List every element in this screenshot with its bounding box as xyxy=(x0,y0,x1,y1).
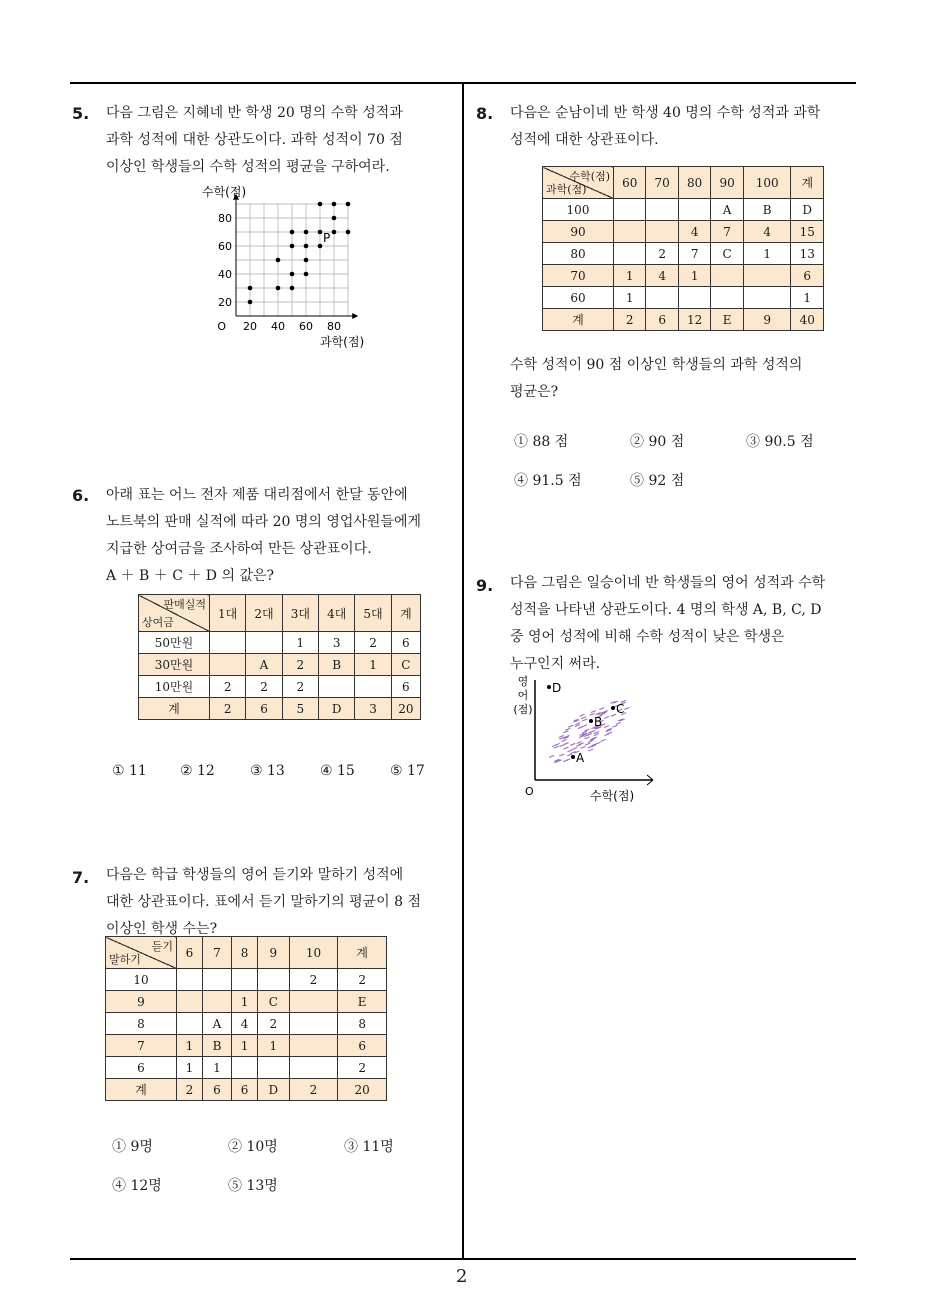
cloud-dash xyxy=(585,743,590,745)
cloud-dash xyxy=(588,731,593,733)
cloud-dash xyxy=(563,747,568,749)
x-axis-arrow xyxy=(352,313,358,319)
q5-number: 5. xyxy=(72,104,90,123)
cloud-dash xyxy=(570,743,575,745)
table-corner-cell xyxy=(106,937,177,969)
q6-line: 노트북의 판매 실적에 따라 20 명의 영업사원들에게 xyxy=(106,514,421,530)
table-cell: 2 xyxy=(282,676,318,698)
q5-text xyxy=(106,100,403,181)
table-cell xyxy=(289,1013,338,1035)
q8-number: 8. xyxy=(476,104,494,123)
cloud-dash xyxy=(567,754,572,756)
table-row-label: 6 xyxy=(106,1057,177,1079)
q7-option[interactable]: ⑤ 13명 xyxy=(228,1178,278,1194)
table-cell: 2 xyxy=(355,632,391,654)
q8-question xyxy=(510,352,802,406)
table-row-label: 계 xyxy=(106,1079,177,1101)
table-cell: C xyxy=(711,243,743,265)
table-row xyxy=(139,698,421,720)
data-point xyxy=(304,244,309,249)
data-point xyxy=(304,258,309,263)
q8-question-line: 평균은? xyxy=(510,384,559,400)
table-cell: 12 xyxy=(678,309,710,331)
table-row xyxy=(543,199,824,221)
table-cell xyxy=(319,676,355,698)
q8-option[interactable]: ③ 90.5 점 xyxy=(746,434,814,450)
table-cell: 4 xyxy=(646,265,678,287)
cloud-dash xyxy=(604,716,609,718)
q9-line: 누구인지 써라. xyxy=(510,656,601,672)
table-cell: 6 xyxy=(202,1079,231,1101)
data-point xyxy=(304,230,309,235)
table-cell: 4 xyxy=(678,221,710,243)
table-cell: 1 xyxy=(232,1035,258,1057)
cloud-dash xyxy=(595,742,600,744)
cloud-dash xyxy=(564,743,569,745)
q9-line: 중 영어 성적에 비해 수학 성적이 낮은 학생은 xyxy=(510,629,785,645)
table-header-cell: 1대 xyxy=(210,595,246,632)
table-cell: 20 xyxy=(338,1079,387,1101)
table-cell xyxy=(711,287,743,309)
table-header-cell: 8 xyxy=(232,937,258,969)
q7-line: 다음은 학급 학생들의 영어 듣기와 말하기 성적에 xyxy=(106,867,404,883)
table-cell: 8 xyxy=(338,1013,387,1035)
q8-option[interactable]: ② 90 점 xyxy=(630,434,685,450)
table-cell xyxy=(257,1057,289,1079)
cloud-dash xyxy=(594,734,599,736)
table-cell xyxy=(614,221,646,243)
y-tick-label: 60 xyxy=(218,240,232,253)
table-cell: 2 xyxy=(257,1013,289,1035)
cloud-dash xyxy=(577,741,582,743)
table-cell: 2 xyxy=(646,243,678,265)
point-label: C xyxy=(616,702,625,716)
cloud-dash xyxy=(612,725,617,727)
table-cell xyxy=(232,1057,258,1079)
table-row-label: 계 xyxy=(543,309,614,331)
corner-top-label: 듣기 xyxy=(151,940,173,953)
table-row-label: 7 xyxy=(106,1035,177,1057)
table-cell: 1 xyxy=(282,632,318,654)
q5-line: 이상인 학생들의 수학 성적의 평균을 구하여라. xyxy=(106,159,390,175)
table-cell xyxy=(210,654,246,676)
table-cell: 5 xyxy=(282,698,318,720)
cloud-dash xyxy=(559,737,564,739)
table-cell: 1 xyxy=(177,1035,203,1057)
table-cell: 6 xyxy=(391,676,420,698)
y-axis-label: (점) xyxy=(513,703,533,716)
table-cell: B xyxy=(319,654,355,676)
q5-line: 과학 성적에 대한 상관도이다. 과학 성적이 70 점 xyxy=(106,132,403,148)
point-label: A xyxy=(576,751,585,765)
table-header-cell: 80 xyxy=(678,167,710,199)
x-tick-label: 40 xyxy=(271,320,285,333)
table-cell: 6 xyxy=(246,698,282,720)
table-cell xyxy=(202,991,231,1013)
data-point xyxy=(248,300,253,305)
cloud-dash xyxy=(599,708,604,710)
table-cell xyxy=(355,676,391,698)
q5-line: 다음 그림은 지혜네 반 학생 20 명의 수학 성적과 xyxy=(106,105,403,121)
data-point xyxy=(332,230,337,235)
table-header-cell: 9 xyxy=(257,937,289,969)
table-cell: 2 xyxy=(614,309,646,331)
table-row-label: 10 xyxy=(106,969,177,991)
table-cell: 1 xyxy=(202,1057,231,1079)
data-point xyxy=(248,286,253,291)
q7-option[interactable]: ④ 12명 xyxy=(112,1178,162,1194)
table-cell xyxy=(678,199,710,221)
cloud-dash xyxy=(578,727,583,729)
y-axis-label: 영 xyxy=(517,675,529,688)
q6-option[interactable]: ④ 15 xyxy=(320,763,355,779)
table-cell: 6 xyxy=(646,309,678,331)
cloud-dash xyxy=(591,711,596,713)
cloud-dash xyxy=(616,722,621,724)
q8-table xyxy=(542,166,824,331)
table-cell xyxy=(743,287,791,309)
q7-table xyxy=(105,936,387,1101)
table-cell: A xyxy=(202,1013,231,1035)
y-tick-label: 20 xyxy=(218,296,232,309)
table-row-label: 계 xyxy=(139,698,210,720)
cloud-dash xyxy=(561,740,566,742)
table-cell: 3 xyxy=(319,632,355,654)
q7-option[interactable]: ② 10명 xyxy=(228,1139,278,1155)
table-cell: B xyxy=(202,1035,231,1057)
bottom-rule xyxy=(70,1258,856,1260)
table-corner-cell xyxy=(543,167,614,199)
table-cell xyxy=(289,1057,338,1079)
cloud-dash xyxy=(585,737,590,739)
q8-text xyxy=(510,100,820,154)
origin-label: O xyxy=(525,785,534,798)
q8-option[interactable]: ⑤ 92 점 xyxy=(630,473,685,489)
table-cell: C xyxy=(391,654,420,676)
q6-option[interactable]: ① 11 xyxy=(112,763,147,779)
table-cell xyxy=(289,1035,338,1057)
table-cell: 2 xyxy=(246,676,282,698)
table-row-label: 100 xyxy=(543,199,614,221)
q6-table xyxy=(138,594,421,720)
q7-line: 대한 상관표이다. 표에서 듣기 말하기의 평균이 8 점 xyxy=(106,894,421,910)
table-header-row xyxy=(106,937,387,969)
table-cell: 6 xyxy=(391,632,420,654)
q6-line: A ＋ B ＋ C ＋ D 의 값은? xyxy=(106,568,275,584)
cloud-dash xyxy=(581,717,586,719)
cloud-dash xyxy=(559,754,564,756)
point-label: D xyxy=(552,681,562,695)
cloud-dash xyxy=(585,729,590,731)
table-header-cell: 4대 xyxy=(319,595,355,632)
q7-option[interactable]: ③ 11명 xyxy=(344,1139,394,1155)
data-point xyxy=(318,244,323,249)
cloud-dash xyxy=(549,755,554,757)
corner-top-label: 수학(점) xyxy=(569,170,610,183)
table-cell: 1 xyxy=(614,265,646,287)
table-cell xyxy=(711,265,743,287)
table-cell: 1 xyxy=(177,1057,203,1079)
x-axis-label: 수학(점) xyxy=(590,789,635,803)
point-dot xyxy=(611,706,615,710)
cloud-dash xyxy=(554,746,559,748)
table-row xyxy=(106,1079,387,1101)
table-header-cell: 계 xyxy=(791,167,824,199)
table-row xyxy=(106,1035,387,1057)
table-header-cell: 7 xyxy=(202,937,231,969)
table-cell: 2 xyxy=(289,1079,338,1101)
cloud-dash xyxy=(607,732,612,734)
table-row-label: 10만원 xyxy=(139,676,210,698)
corner-bottom-label: 과학(점) xyxy=(546,183,587,196)
table-cell xyxy=(614,243,646,265)
table-header-cell: 6 xyxy=(177,937,203,969)
table-cell: 1 xyxy=(678,265,710,287)
q5-scatter-plot xyxy=(200,182,380,352)
table-row-label: 8 xyxy=(106,1013,177,1035)
corner-bottom-label: 상여금 xyxy=(142,616,174,629)
table-row xyxy=(543,221,824,243)
data-point xyxy=(290,286,295,291)
table-cell: 2 xyxy=(338,969,387,991)
table-cell xyxy=(210,632,246,654)
cloud-dash xyxy=(563,731,568,733)
table-cell: 4 xyxy=(232,1013,258,1035)
table-header-cell: 2대 xyxy=(246,595,282,632)
y-axis-label: 수학(점) xyxy=(202,185,247,199)
table-cell xyxy=(743,265,791,287)
q6-number: 6. xyxy=(72,486,90,505)
table-row xyxy=(106,969,387,991)
table-cell: 1 xyxy=(355,654,391,676)
table-corner-cell xyxy=(139,595,210,632)
table-cell: 9 xyxy=(743,309,791,331)
table-cell xyxy=(289,991,338,1013)
cloud-dash xyxy=(587,734,592,736)
q6-line: 지급한 상여금을 조사하여 만든 상관표이다. xyxy=(106,541,372,557)
table-cell: 7 xyxy=(711,221,743,243)
data-point xyxy=(346,230,351,235)
table-cell: D xyxy=(257,1079,289,1101)
q6-text xyxy=(106,482,421,590)
table-cell xyxy=(177,991,203,1013)
table-cell: 2 xyxy=(210,676,246,698)
x-axis-label: 과학(점) xyxy=(320,335,365,349)
table-cell xyxy=(257,969,289,991)
cloud-dash xyxy=(624,708,629,710)
table-cell: 2 xyxy=(282,654,318,676)
table-cell: 6 xyxy=(791,265,824,287)
q9-line: 성적을 나타낸 상관도이다. 4 명의 학생 A, B, C, D xyxy=(510,602,822,618)
table-row xyxy=(543,309,824,331)
table-cell: 1 xyxy=(614,287,646,309)
table-cell: 6 xyxy=(232,1079,258,1101)
q8-option[interactable]: ① 88 점 xyxy=(514,434,569,450)
table-cell: 7 xyxy=(678,243,710,265)
table-cell: 6 xyxy=(338,1035,387,1057)
table-cell: E xyxy=(711,309,743,331)
table-row xyxy=(139,676,421,698)
q8-option[interactable]: ④ 91.5 점 xyxy=(514,473,582,489)
table-cell: C xyxy=(257,991,289,1013)
q7-option[interactable]: ① 9명 xyxy=(112,1139,153,1155)
q8-line: 성적에 대한 상관표이다. xyxy=(510,132,659,148)
table-row-label: 70 xyxy=(543,265,614,287)
table-cell: A xyxy=(246,654,282,676)
table-row-label: 60 xyxy=(543,287,614,309)
y-tick-label: 80 xyxy=(218,212,232,225)
table-row-label: 80 xyxy=(543,243,614,265)
table-row xyxy=(543,265,824,287)
table-cell xyxy=(646,199,678,221)
cloud-dash xyxy=(604,726,609,728)
table-cell: E xyxy=(338,991,387,1013)
point-label: B xyxy=(594,715,603,729)
cloud-dash xyxy=(601,739,606,741)
data-point xyxy=(318,230,323,235)
table-cell xyxy=(177,1013,203,1035)
q7-line: 이상인 학생 수는? xyxy=(106,921,218,937)
cloud-dash xyxy=(582,731,587,733)
table-cell: 1 xyxy=(791,287,824,309)
data-point xyxy=(276,286,281,291)
column-divider xyxy=(462,83,464,1259)
table-header-cell: 계 xyxy=(338,937,387,969)
data-point xyxy=(332,216,337,221)
q9-number: 9. xyxy=(476,576,494,595)
table-cell xyxy=(246,632,282,654)
q6-option[interactable]: ⑤ 17 xyxy=(390,763,425,779)
table-cell: 4 xyxy=(743,221,791,243)
point-dot xyxy=(547,685,551,689)
table-header-cell: 10 xyxy=(289,937,338,969)
y-tick-label: 40 xyxy=(218,268,232,281)
table-row-label: 30만원 xyxy=(139,654,210,676)
data-point xyxy=(290,272,295,277)
q9-scatter-diagram xyxy=(505,675,675,805)
table-header-row xyxy=(139,595,421,632)
table-cell xyxy=(232,969,258,991)
table-cell xyxy=(678,287,710,309)
table-cell xyxy=(646,287,678,309)
table-cell: 2 xyxy=(210,698,246,720)
cloud-dash xyxy=(580,714,585,716)
table-cell: 1 xyxy=(232,991,258,1013)
q6-line: 아래 표는 어느 전자 제품 대리점에서 한달 동안에 xyxy=(106,487,408,503)
table-header-cell: 계 xyxy=(391,595,420,632)
data-point xyxy=(290,244,295,249)
cloud-dash xyxy=(572,748,577,750)
table-cell: 2 xyxy=(338,1057,387,1079)
data-point xyxy=(332,202,337,207)
point-dot xyxy=(571,755,575,759)
cloud-dash xyxy=(594,732,599,734)
cloud-dash xyxy=(565,728,570,730)
q8-line: 다음은 순남이네 반 학생 40 명의 수학 성적과 과학 xyxy=(510,105,821,121)
table-cell: 2 xyxy=(177,1079,203,1101)
table-header-cell: 100 xyxy=(743,167,791,199)
cloud-dash xyxy=(582,725,587,727)
table-cell: D xyxy=(791,199,824,221)
table-cell: A xyxy=(711,199,743,221)
table-cell: 40 xyxy=(791,309,824,331)
corner-bottom-label: 말하기 xyxy=(109,953,141,966)
table-cell xyxy=(614,199,646,221)
data-point xyxy=(318,202,323,207)
q7-number: 7. xyxy=(72,868,90,887)
table-row xyxy=(139,632,421,654)
q8-question-line: 수학 성적이 90 점 이상인 학생들의 과학 성적의 xyxy=(510,357,803,373)
table-cell: B xyxy=(743,199,791,221)
table-row xyxy=(106,1057,387,1079)
x-tick-label: 80 xyxy=(327,320,341,333)
q7-text xyxy=(106,862,421,943)
table-cell: D xyxy=(319,698,355,720)
table-header-cell: 90 xyxy=(711,167,743,199)
point-p-label: P xyxy=(323,231,331,245)
table-row xyxy=(106,1013,387,1035)
table-row-label: 90 xyxy=(543,221,614,243)
x-tick-label: 20 xyxy=(243,320,257,333)
table-header-cell: 3대 xyxy=(282,595,318,632)
data-point xyxy=(276,258,281,263)
point-dot xyxy=(589,719,593,723)
q9-line: 다음 그림은 일승이네 반 학생들의 영어 성적과 수학 xyxy=(510,575,826,591)
page-number: 2 xyxy=(456,1266,468,1287)
table-cell: 2 xyxy=(289,969,338,991)
cloud-dash xyxy=(565,759,570,761)
table-cell: 13 xyxy=(791,243,824,265)
table-row xyxy=(543,287,824,309)
table-row xyxy=(139,654,421,676)
table-cell xyxy=(646,221,678,243)
table-cell: 15 xyxy=(791,221,824,243)
x-tick-label: 60 xyxy=(299,320,313,333)
cloud-dash xyxy=(582,719,587,721)
cloud-dash xyxy=(559,735,564,737)
q9-text xyxy=(510,570,825,678)
table-cell xyxy=(177,969,203,991)
cloud-dash xyxy=(567,750,572,752)
table-cell xyxy=(202,969,231,991)
table-cell: 1 xyxy=(743,243,791,265)
q6-option[interactable]: ② 12 xyxy=(180,763,215,779)
origin-label: O xyxy=(217,320,226,333)
corner-top-label: 판매실적 xyxy=(163,598,206,611)
cloud-dash xyxy=(605,734,610,736)
y-axis-label: 어 xyxy=(517,689,529,702)
table-header-row xyxy=(543,167,824,199)
data-point xyxy=(346,202,351,207)
table-header-cell: 60 xyxy=(614,167,646,199)
table-cell: 1 xyxy=(257,1035,289,1057)
table-cell: 3 xyxy=(355,698,391,720)
table-row-label: 50만원 xyxy=(139,632,210,654)
cloud-dash xyxy=(581,746,586,748)
data-point xyxy=(290,230,295,235)
table-row xyxy=(106,991,387,1013)
table-header-cell: 70 xyxy=(646,167,678,199)
table-header-cell: 5대 xyxy=(355,595,391,632)
table-row-label: 9 xyxy=(106,991,177,1013)
cloud-dash xyxy=(588,749,593,751)
data-point xyxy=(304,272,309,277)
table-cell: 20 xyxy=(391,698,420,720)
q6-option[interactable]: ③ 13 xyxy=(250,763,285,779)
cloud-dash xyxy=(568,725,573,727)
table-row xyxy=(543,243,824,265)
